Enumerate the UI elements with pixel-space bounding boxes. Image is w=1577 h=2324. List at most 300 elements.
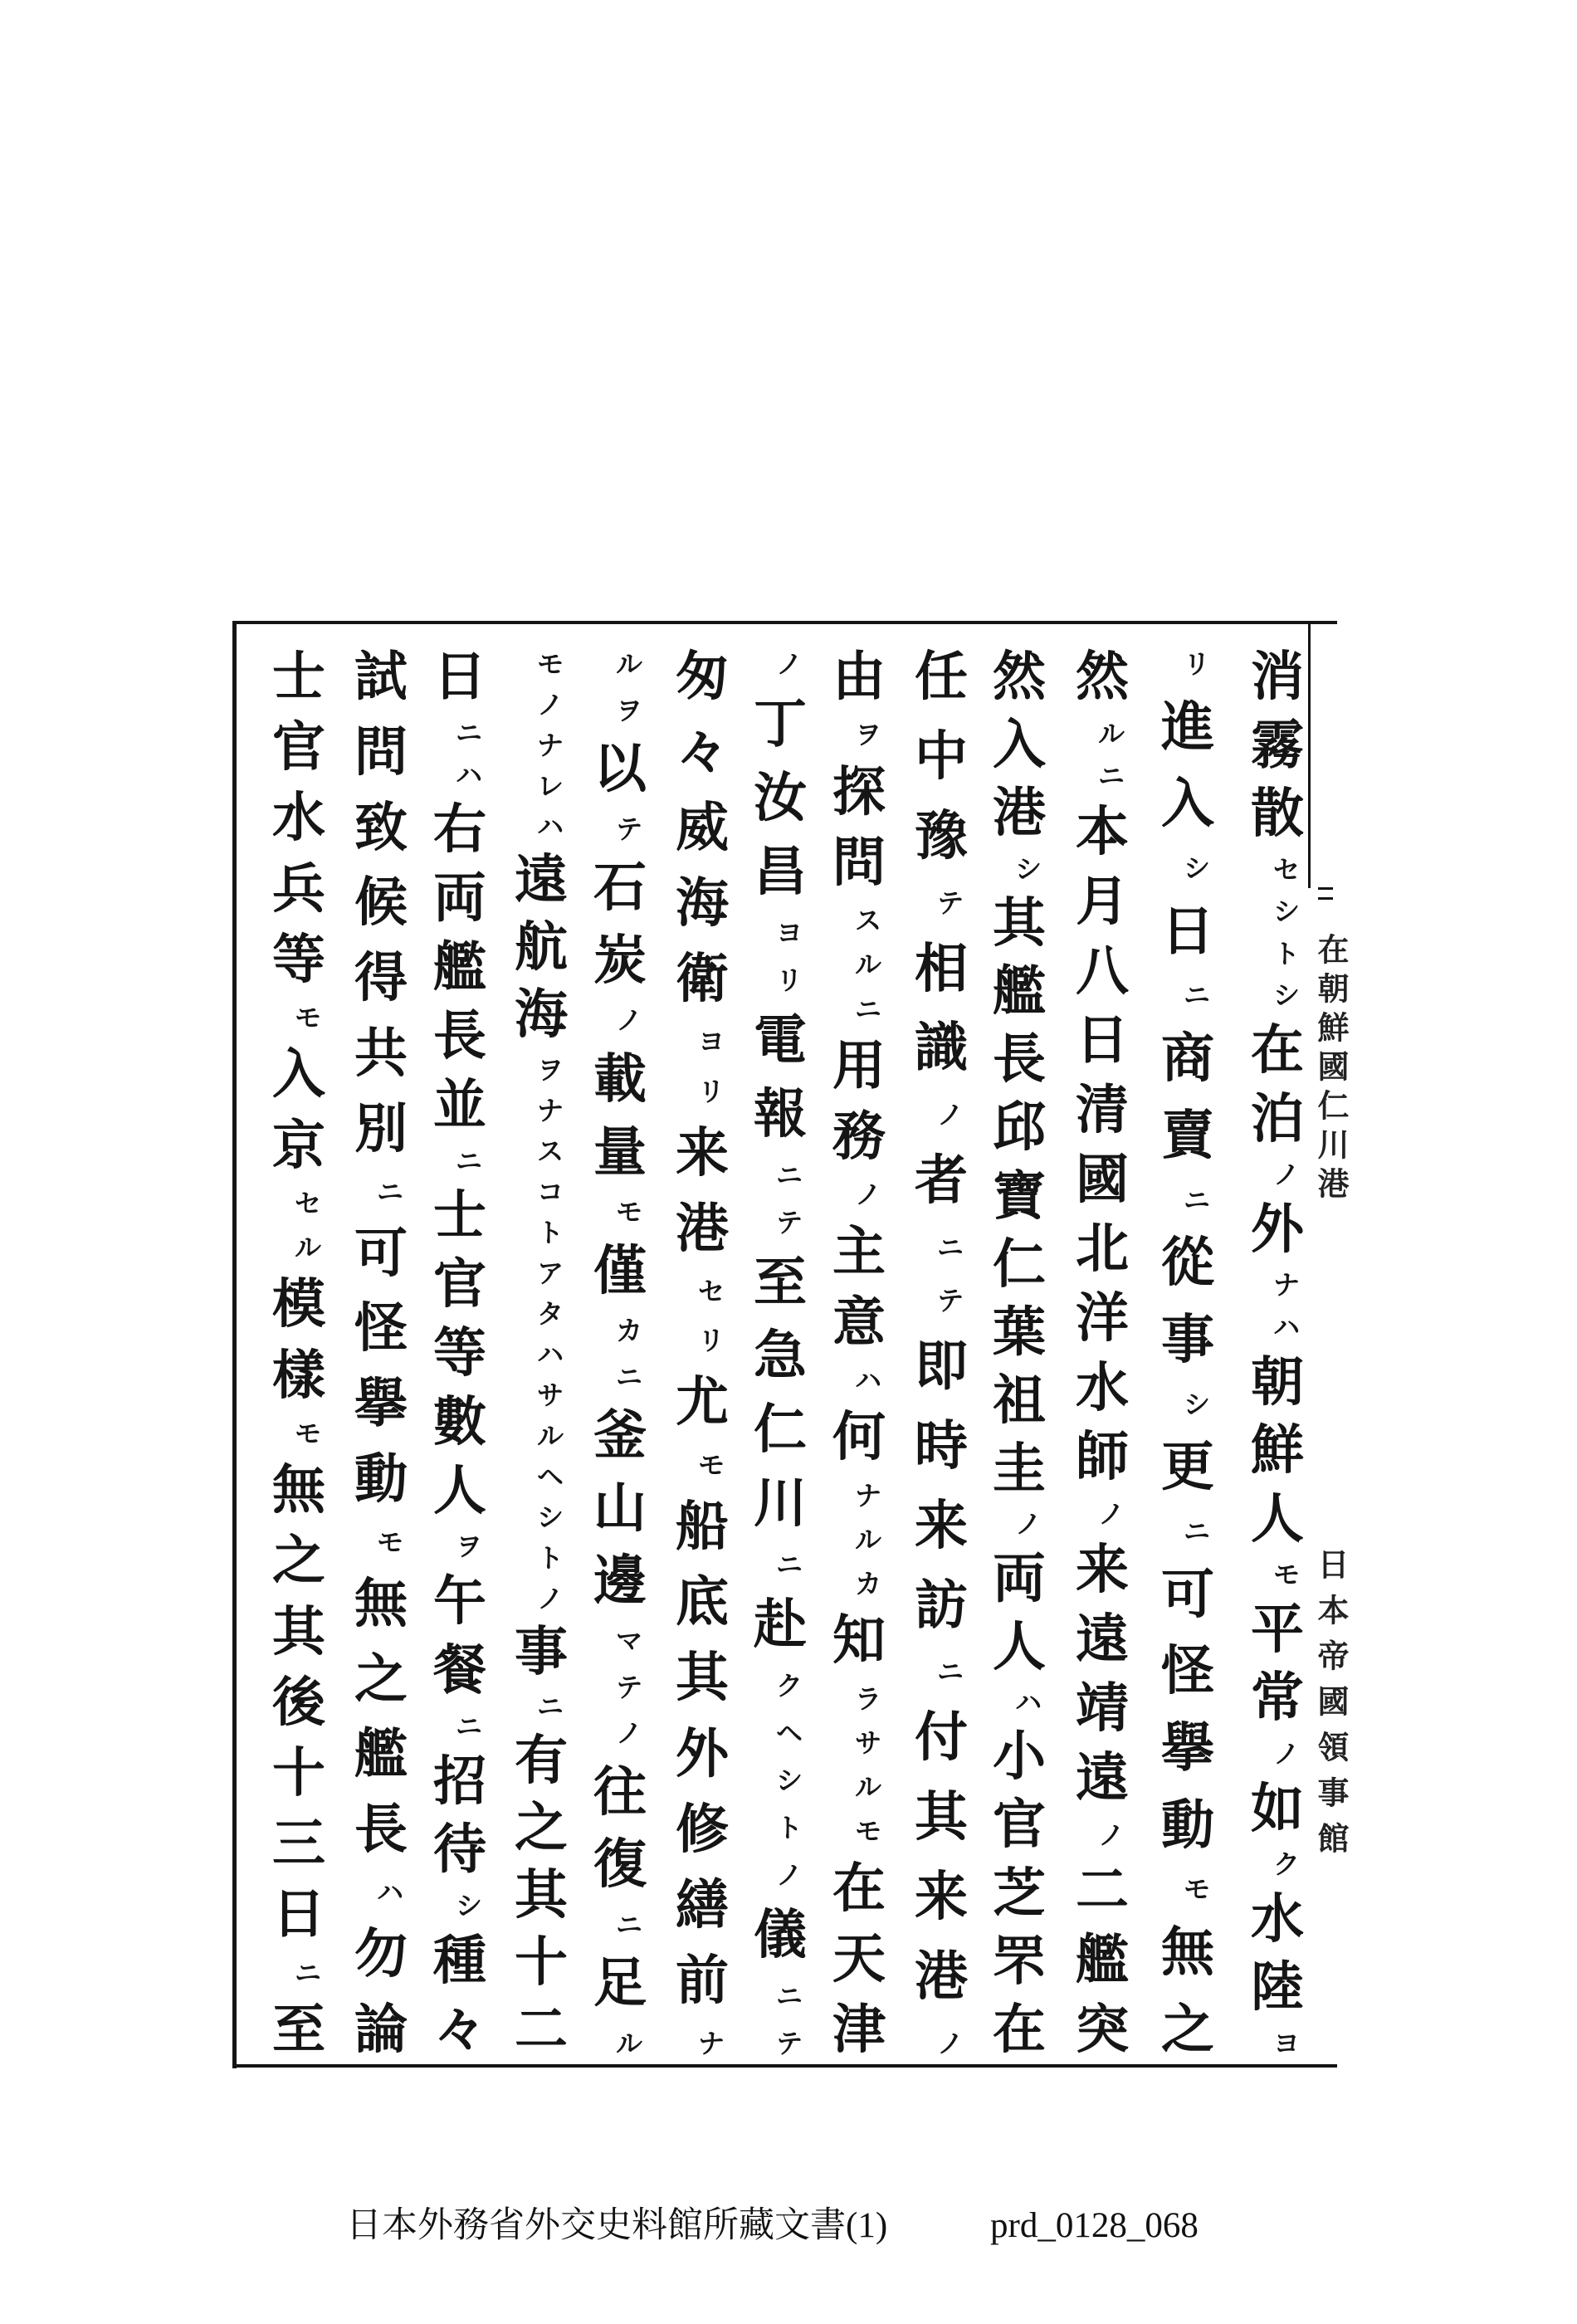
- glyph: 並: [433, 1073, 486, 1136]
- glyph: 八: [1076, 940, 1129, 1003]
- glyph: 北: [1076, 1218, 1129, 1281]
- glyph: 得: [354, 947, 408, 1010]
- glyph: 之: [515, 1796, 568, 1859]
- glyph: ナ: [854, 1479, 881, 1511]
- glyph: マ: [615, 1625, 642, 1657]
- glyph: 天: [832, 1927, 886, 1990]
- glyph: ハ: [1272, 1311, 1300, 1343]
- glyph: ノ: [1014, 1508, 1042, 1540]
- glyph: 陸: [1251, 1956, 1304, 2019]
- glyph: 在: [832, 1857, 886, 1920]
- glyph: ノ: [1272, 1159, 1300, 1191]
- glyph: 港: [993, 782, 1046, 845]
- glyph: 共: [354, 1023, 408, 1086]
- manuscript-column-6: [819, 646, 899, 2061]
- glyph: 樣: [272, 1344, 325, 1407]
- glyph: 日: [433, 646, 486, 708]
- glyph: 國: [1076, 1148, 1129, 1211]
- glyph: ヘ: [775, 1717, 803, 1750]
- glyph: ノ: [775, 1859, 803, 1892]
- glyph: 兵: [272, 857, 325, 920]
- glyph: 港: [676, 1197, 729, 1260]
- glyph: 来: [676, 1121, 729, 1184]
- glyph: ノ: [536, 1583, 564, 1615]
- glyph: 石: [593, 857, 647, 920]
- glyph: 急: [754, 1325, 807, 1388]
- glyph: 京: [272, 1114, 325, 1177]
- glyph: 遠: [1076, 1608, 1129, 1671]
- glyph: 来: [915, 1494, 968, 1557]
- glyph: 清: [1076, 1078, 1129, 1141]
- glyph: 事: [1161, 1308, 1214, 1371]
- glyph: 問: [832, 831, 886, 894]
- glyph: 任: [915, 646, 968, 708]
- glyph: ニ: [1183, 979, 1210, 1012]
- glyph: 外: [1251, 1198, 1304, 1261]
- margin-header-location: 在朝鮮國仁川港: [1312, 933, 1350, 1206]
- glyph: 致: [354, 796, 408, 859]
- glyph: 平: [1251, 1598, 1304, 1661]
- glyph: ヲ: [536, 1053, 564, 1086]
- glyph: テ: [936, 1285, 964, 1317]
- glyph: 訪: [915, 1574, 968, 1637]
- glyph: 無: [1161, 1921, 1214, 1985]
- glyph: 足: [593, 1952, 647, 2015]
- glyph: 邱: [993, 1096, 1046, 1160]
- frame-border-top: [234, 621, 1337, 624]
- glyph: 從: [1161, 1232, 1214, 1295]
- glyph: 十: [272, 1741, 325, 1804]
- glyph: ニ: [536, 1691, 564, 1723]
- glyph: カ: [854, 1568, 881, 1599]
- glyph: ヨ: [1272, 2027, 1300, 2059]
- glyph: 論: [354, 1998, 408, 2061]
- glyph: ル: [294, 1232, 321, 1264]
- glyph: 々: [433, 1998, 486, 2061]
- glyph: ク: [1272, 1848, 1300, 1881]
- glyph: 日: [272, 1883, 325, 1946]
- glyph: ハ: [376, 1877, 403, 1909]
- glyph: テ: [775, 1206, 803, 1238]
- glyph: ノ: [1097, 1819, 1125, 1851]
- glyph: リ: [1183, 648, 1210, 680]
- manuscript-column-4: [979, 646, 1059, 2061]
- glyph: ハ: [455, 759, 482, 791]
- glyph: レ: [536, 770, 564, 803]
- glyph: 怪: [1161, 1640, 1214, 1703]
- glyph: 之: [354, 1648, 408, 1711]
- glyph: ニ: [615, 1908, 642, 1941]
- glyph: 付: [915, 1706, 968, 1770]
- glyph: ナ: [1272, 1269, 1300, 1301]
- glyph: シ: [455, 1890, 482, 1922]
- glyph: ニ: [1183, 1184, 1210, 1216]
- glyph: 有: [515, 1729, 568, 1792]
- glyph: 水: [272, 787, 325, 850]
- glyph: ノ: [1097, 1498, 1125, 1531]
- glyph: 前: [676, 1949, 729, 2012]
- glyph: 復: [593, 1833, 647, 1897]
- glyph: 相: [915, 937, 968, 1000]
- frame-border-bottom: [234, 2064, 1337, 2068]
- glyph: 事: [515, 1621, 568, 1684]
- glyph: 然: [993, 646, 1046, 708]
- glyph: ル: [854, 949, 881, 981]
- glyph: 小: [993, 1726, 1046, 1789]
- glyph: 々: [676, 721, 729, 784]
- glyph: 外: [676, 1722, 729, 1785]
- glyph: 種: [433, 1930, 486, 1993]
- glyph: シ: [1183, 852, 1210, 885]
- glyph: ハ: [536, 811, 564, 843]
- glyph: 消: [1251, 646, 1304, 708]
- glyph: 然: [1076, 646, 1129, 708]
- glyph: ノ: [615, 1717, 642, 1750]
- glyph: 長: [354, 1799, 408, 1862]
- glyph: 由: [832, 646, 886, 708]
- glyph: ニ: [936, 1232, 964, 1264]
- glyph: 船: [676, 1496, 729, 1559]
- glyph: 人: [993, 1615, 1046, 1678]
- glyph: 鮮: [1251, 1419, 1304, 1482]
- glyph: 艦: [1076, 1929, 1129, 1992]
- glyph: 邊: [593, 1550, 647, 1613]
- glyph: ル: [854, 1771, 881, 1803]
- glyph: シ: [775, 1765, 803, 1797]
- glyph: 中: [915, 725, 968, 788]
- glyph: 来: [915, 1866, 968, 1929]
- glyph: 朝: [1251, 1350, 1304, 1413]
- glyph: ニ: [775, 1549, 803, 1581]
- glyph: モ: [1272, 1559, 1300, 1591]
- glyph: 圭: [993, 1438, 1046, 1501]
- glyph: 底: [676, 1571, 729, 1634]
- glyph: ル: [615, 2027, 642, 2059]
- manuscript-column-2: [1148, 648, 1228, 2061]
- manuscript-column-1: [1238, 646, 1317, 2059]
- glyph: テ: [615, 1671, 642, 1703]
- glyph: ト: [1272, 937, 1300, 969]
- glyph: 僅: [593, 1239, 647, 1302]
- glyph: 炭: [593, 929, 647, 992]
- glyph: 威: [676, 797, 729, 860]
- glyph: 模: [272, 1273, 325, 1336]
- manuscript-column-11: [420, 646, 500, 2061]
- glyph: ヲ: [854, 719, 881, 751]
- glyph: ト: [536, 1542, 564, 1575]
- glyph: ナ: [536, 730, 564, 762]
- glyph: ニ: [294, 1956, 321, 1989]
- glyph: モ: [854, 1815, 881, 1848]
- glyph: シ: [1183, 1388, 1210, 1420]
- glyph: ル: [536, 1420, 564, 1452]
- glyph: 招: [433, 1750, 486, 1813]
- glyph: 如: [1251, 1777, 1304, 1840]
- glyph: 両: [433, 867, 486, 930]
- glyph: テ: [936, 886, 964, 919]
- glyph: ノ: [775, 648, 803, 680]
- glyph: ト: [775, 1812, 803, 1844]
- glyph: 繕: [676, 1873, 729, 1936]
- glyph: 海: [515, 984, 568, 1047]
- glyph: 水: [1251, 1887, 1304, 1950]
- glyph: 官: [433, 1253, 486, 1316]
- glyph: 官: [993, 1794, 1046, 1857]
- glyph: ル: [1097, 717, 1125, 749]
- glyph: 識: [915, 1017, 968, 1080]
- glyph: 其: [272, 1600, 325, 1663]
- glyph: モ: [294, 1002, 321, 1034]
- glyph: 仁: [993, 1233, 1046, 1296]
- glyph: 可: [1161, 1563, 1214, 1626]
- manuscript-column-8: [662, 646, 742, 2059]
- glyph: ト: [536, 1216, 564, 1248]
- glyph: 散: [1251, 783, 1304, 846]
- glyph: ニ: [455, 1145, 482, 1177]
- glyph: 尤: [676, 1371, 729, 1434]
- glyph: 長: [433, 1004, 486, 1067]
- glyph: 遠: [1076, 1746, 1129, 1809]
- glyph: 常: [1251, 1667, 1304, 1730]
- glyph: 無: [354, 1572, 408, 1635]
- manuscript-column-5: [901, 646, 981, 2059]
- glyph: 仁: [754, 1399, 807, 1462]
- glyph: 港: [915, 1946, 968, 2009]
- glyph: 以: [593, 738, 647, 801]
- glyph: サ: [536, 1379, 564, 1411]
- glyph: 艦: [433, 936, 486, 999]
- glyph: 可: [354, 1222, 408, 1285]
- glyph: セ: [697, 1275, 725, 1307]
- glyph: 匆: [676, 646, 729, 708]
- glyph: ハ: [1014, 1687, 1042, 1718]
- manuscript-column-13: [259, 646, 339, 2061]
- glyph: 其: [915, 1786, 968, 1849]
- glyph: 豫: [915, 804, 968, 867]
- glyph: 艦: [993, 959, 1046, 1023]
- glyph: ニ: [455, 716, 482, 749]
- glyph: 霧: [1251, 714, 1304, 777]
- glyph: 用: [832, 1034, 886, 1097]
- glyph: ス: [536, 1135, 564, 1167]
- glyph: シ: [536, 1501, 564, 1534]
- glyph: 川: [754, 1472, 807, 1536]
- glyph: 芝: [993, 1862, 1046, 1925]
- glyph: モ: [1183, 1873, 1210, 1906]
- glyph: ノ: [936, 1099, 964, 1131]
- manuscript-column-12: [341, 646, 421, 2061]
- glyph: ニ: [854, 993, 881, 1025]
- manuscript-column-3: [1062, 646, 1142, 2061]
- glyph: テ: [615, 813, 642, 845]
- glyph: 右: [433, 798, 486, 862]
- glyph: ヲ: [455, 1531, 482, 1563]
- glyph: 賣: [1161, 1104, 1214, 1167]
- glyph: 艦: [354, 1723, 408, 1786]
- glyph: セ: [1272, 853, 1300, 886]
- glyph: ニ: [775, 1159, 803, 1191]
- glyph: 其: [515, 1863, 568, 1926]
- glyph: 時: [915, 1414, 968, 1477]
- glyph: 午: [433, 1570, 486, 1633]
- manuscript-column-7: [740, 648, 820, 2059]
- glyph: 待: [433, 1819, 486, 1882]
- glyph: 意: [832, 1291, 886, 1354]
- glyph: リ: [697, 1324, 725, 1356]
- glyph: 月: [1076, 870, 1129, 933]
- glyph: 人: [1251, 1487, 1304, 1550]
- glyph: 往: [593, 1760, 647, 1824]
- glyph: 赴: [754, 1594, 807, 1657]
- glyph: 之: [272, 1530, 325, 1593]
- footer-collection: 日本外務省外交史料館所藏文書(1): [346, 2206, 888, 2245]
- glyph: 數: [433, 1390, 486, 1453]
- glyph: 士: [433, 1184, 486, 1247]
- glyph: 両: [993, 1547, 1046, 1610]
- glyph: 知: [832, 1609, 886, 1672]
- glyph: 後: [272, 1671, 325, 1734]
- glyph: 航: [515, 916, 568, 979]
- glyph: 候: [354, 872, 408, 935]
- glyph: 来: [1076, 1538, 1129, 1601]
- glyph: 衛: [676, 948, 729, 1011]
- manuscript-column-10: [501, 648, 581, 2061]
- glyph: 三: [272, 1813, 325, 1876]
- glyph: ノ: [854, 1179, 881, 1211]
- glyph: ニ: [376, 1175, 403, 1208]
- glyph: 動: [1161, 1794, 1214, 1857]
- glyph: 擧: [354, 1373, 408, 1436]
- glyph: ハ: [854, 1365, 881, 1396]
- glyph: ニ: [455, 1710, 482, 1742]
- glyph: 祖: [993, 1370, 1046, 1433]
- margin-header-office: 日本帝國領事館: [1312, 1548, 1350, 1868]
- glyph: ア: [536, 1257, 564, 1289]
- glyph: 至: [272, 1998, 325, 2061]
- glyph: 怪: [354, 1297, 408, 1360]
- glyph: ヨ: [775, 916, 803, 949]
- glyph: 餐: [433, 1639, 486, 1702]
- glyph: ヲ: [615, 694, 642, 726]
- glyph: 長: [993, 1028, 1046, 1091]
- glyph: サ: [854, 1726, 881, 1759]
- glyph: 官: [272, 716, 325, 779]
- glyph: ス: [854, 905, 881, 936]
- glyph: 十: [515, 1931, 568, 1994]
- glyph: 勿: [354, 1922, 408, 1985]
- frame-border-left: [232, 621, 237, 2068]
- glyph: 泊: [1251, 1087, 1304, 1150]
- glyph: 何: [832, 1406, 886, 1469]
- glyph: 之: [1161, 1998, 1214, 2061]
- glyph: ノ: [936, 2027, 964, 2059]
- glyph: 師: [1076, 1426, 1129, 1489]
- glyph: ナ: [697, 2027, 725, 2059]
- glyph: ノ: [1272, 1737, 1300, 1770]
- glyph: 津: [832, 1999, 886, 2061]
- glyph: 商: [1161, 1028, 1214, 1091]
- glyph: 本: [1076, 801, 1129, 864]
- glyph: 探: [832, 760, 886, 823]
- glyph: ラ: [854, 1682, 881, 1715]
- glyph: 務: [832, 1106, 886, 1168]
- glyph: ヨ: [697, 1026, 725, 1058]
- glyph: ニ: [1183, 1515, 1210, 1547]
- glyph: 山: [593, 1477, 647, 1540]
- manuscript-column-9: [580, 648, 660, 2059]
- glyph: 載: [593, 1047, 647, 1111]
- glyph: モ: [536, 648, 564, 680]
- glyph: ニ: [615, 1360, 642, 1393]
- glyph: ナ: [536, 1094, 564, 1126]
- glyph: 別: [354, 1097, 408, 1160]
- glyph: シ: [1272, 896, 1300, 928]
- glyph: 遠: [515, 849, 568, 912]
- glyph: 更: [1161, 1436, 1214, 1499]
- glyph: 日: [1161, 900, 1214, 963]
- glyph: コ: [536, 1175, 564, 1208]
- glyph: 二: [515, 1998, 568, 2061]
- glyph: 突: [1076, 1998, 1129, 2061]
- glyph: モ: [697, 1449, 725, 1482]
- glyph: ニ: [936, 1656, 964, 1688]
- glyph: ノ: [536, 689, 564, 721]
- glyph: 修: [676, 1798, 729, 1861]
- glyph: 水: [1076, 1356, 1129, 1419]
- glyph: 海: [676, 872, 729, 935]
- glyph: 試: [354, 646, 408, 708]
- glyph: 擧: [1161, 1717, 1214, 1780]
- glyph: 無: [272, 1459, 325, 1522]
- glyph: ニ: [1097, 760, 1125, 793]
- glyph: リ: [697, 1075, 725, 1107]
- glyph: 日: [1076, 1009, 1129, 1072]
- glyph: ル: [854, 1523, 881, 1555]
- glyph: ハ: [536, 1338, 564, 1370]
- glyph: 靖: [1076, 1677, 1129, 1741]
- glyph: 入: [272, 1043, 325, 1106]
- glyph: モ: [376, 1526, 403, 1558]
- glyph: 丁: [754, 692, 807, 755]
- glyph: モ: [615, 1196, 642, 1228]
- glyph: 洋: [1076, 1287, 1129, 1350]
- glyph: セ: [294, 1187, 321, 1219]
- glyph: 即: [915, 1335, 968, 1398]
- glyph: ニ: [775, 1980, 803, 2012]
- glyph: 寶: [993, 1164, 1046, 1228]
- glyph: 其: [676, 1647, 729, 1710]
- glyph: 罘: [993, 1930, 1046, 1993]
- glyph: ヘ: [536, 1461, 564, 1493]
- glyph: 進: [1161, 696, 1214, 759]
- glyph: 入: [993, 714, 1046, 777]
- glyph: 入: [1161, 773, 1214, 836]
- glyph: タ: [536, 1297, 564, 1330]
- glyph: 在: [1251, 1019, 1304, 1082]
- glyph: 問: [354, 720, 408, 784]
- glyph: 者: [915, 1150, 968, 1213]
- glyph: 葉: [993, 1301, 1046, 1364]
- glyph: リ: [775, 964, 803, 996]
- glyph: 電: [754, 1008, 807, 1072]
- glyph: シ: [1272, 979, 1300, 1012]
- glyph: ル: [615, 648, 642, 680]
- glyph: 至: [754, 1251, 807, 1314]
- glyph: 士: [272, 646, 325, 708]
- glyph: 人: [433, 1459, 486, 1522]
- glyph: 其: [993, 891, 1046, 954]
- glyph: 汝: [754, 766, 807, 829]
